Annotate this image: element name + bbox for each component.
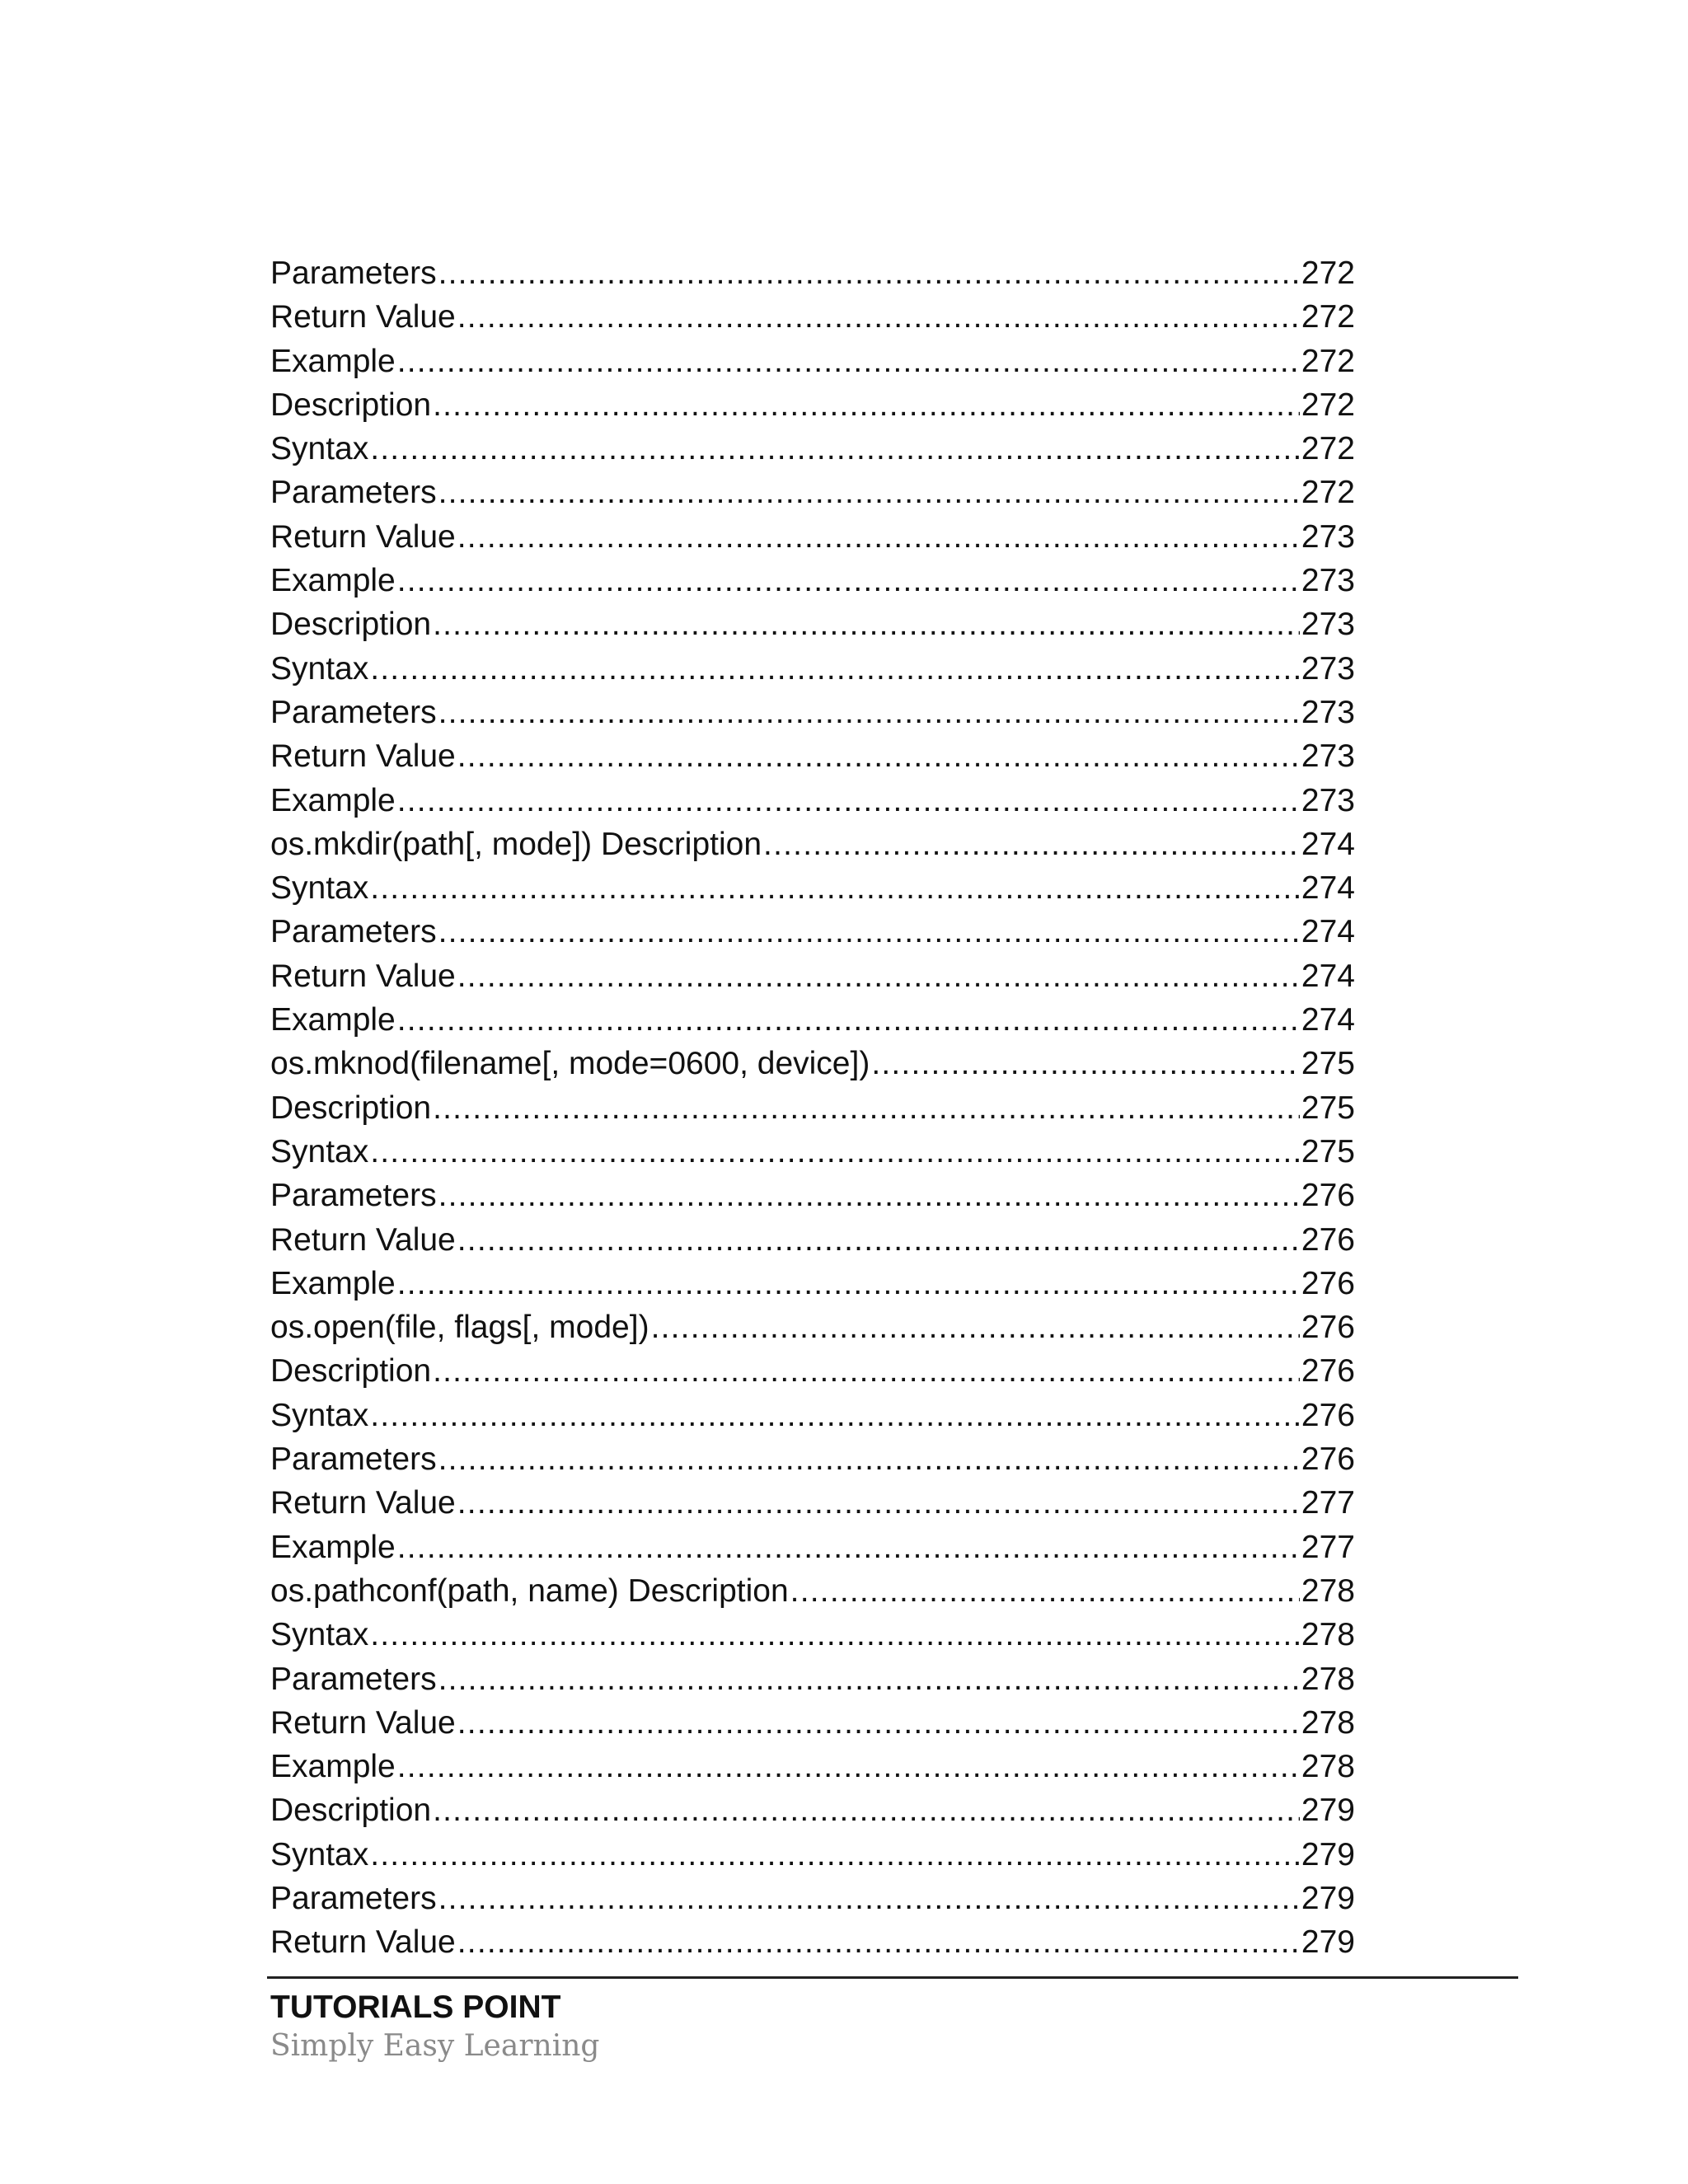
toc-entry-label: Return Value bbox=[270, 1704, 456, 1741]
toc-entry-label: Description bbox=[270, 1793, 432, 1829]
toc-entry-label: Syntax bbox=[270, 1133, 369, 1169]
toc-entry-page-number: 279 bbox=[1301, 1836, 1355, 1872]
toc-dot-leader bbox=[397, 1262, 1300, 1305]
toc-entry-page-number: 272 bbox=[1301, 475, 1355, 511]
toc-entry[interactable] bbox=[270, 1042, 1355, 1085]
toc-entry-page-number: 274 bbox=[1301, 958, 1355, 994]
toc-dot-leader bbox=[370, 1130, 1300, 1174]
toc-entry-page-number: 273 bbox=[1301, 738, 1355, 775]
toc-entry-label: Syntax bbox=[270, 1836, 369, 1872]
toc-entry[interactable] bbox=[270, 1613, 1355, 1657]
toc-dot-leader bbox=[438, 471, 1300, 514]
toc-entry[interactable] bbox=[270, 1569, 1355, 1613]
toc-entry[interactable] bbox=[270, 383, 1355, 427]
toc-entry-page-number: 279 bbox=[1301, 1880, 1355, 1916]
toc-entry-label: Return Value bbox=[270, 518, 456, 555]
toc-entry-label: Parameters bbox=[270, 1880, 437, 1916]
toc-entry-label: os.mkdir(path[, mode]) Description bbox=[270, 826, 762, 862]
toc-entry-label: Parameters bbox=[270, 475, 437, 511]
toc-entry-page-number: 273 bbox=[1301, 694, 1355, 730]
toc-entry-page-number: 278 bbox=[1301, 1617, 1355, 1653]
toc-entry-page-number: 276 bbox=[1301, 1353, 1355, 1390]
toc-dot-leader bbox=[397, 1526, 1300, 1569]
toc-entry-page-number: 276 bbox=[1301, 1310, 1355, 1346]
toc-entry-label: os.mknod(filename[, mode=0600, device]) bbox=[270, 1046, 870, 1082]
toc-entry[interactable] bbox=[270, 515, 1355, 559]
toc-entry-label: Return Value bbox=[270, 299, 456, 335]
toc-entry-label: Syntax bbox=[270, 1617, 369, 1653]
toc-entry-label: os.pathconf(path, name) Description bbox=[270, 1572, 789, 1609]
toc-entry-page-number: 274 bbox=[1301, 826, 1355, 862]
toc-entry[interactable] bbox=[270, 340, 1355, 383]
toc-entry-label: Example bbox=[270, 343, 396, 379]
toc-entry-page-number: 275 bbox=[1301, 1090, 1355, 1126]
toc-entry-label: Syntax bbox=[270, 650, 369, 687]
toc-entry-page-number: 278 bbox=[1301, 1704, 1355, 1741]
toc-entry[interactable] bbox=[270, 691, 1355, 734]
toc-entry-page-number: 279 bbox=[1301, 1924, 1355, 1961]
toc-entry-page-number: 278 bbox=[1301, 1661, 1355, 1697]
toc-entry-page-number: 278 bbox=[1301, 1572, 1355, 1609]
toc-dot-leader bbox=[370, 1833, 1300, 1877]
toc-dot-leader bbox=[433, 602, 1300, 646]
toc-entry-label: Return Value bbox=[270, 1221, 456, 1258]
toc-entry[interactable] bbox=[270, 1349, 1355, 1393]
toc-dot-leader bbox=[433, 1349, 1300, 1393]
toc-entry-label: Parameters bbox=[270, 1441, 437, 1478]
toc-entry[interactable] bbox=[270, 823, 1355, 866]
toc-entry-label: Example bbox=[270, 1749, 396, 1785]
toc-entry[interactable] bbox=[270, 1657, 1355, 1701]
toc-entry[interactable] bbox=[270, 1877, 1355, 1920]
footer-tagline: Simply Easy Learning bbox=[270, 2029, 600, 2063]
toc-entry-page-number: 279 bbox=[1301, 1793, 1355, 1829]
toc-entry-label: Example bbox=[270, 563, 396, 599]
toc-dot-leader bbox=[871, 1042, 1300, 1085]
toc-entry-page-number: 273 bbox=[1301, 650, 1355, 687]
toc-dot-leader bbox=[370, 1613, 1300, 1657]
footer-brand: TUTORIALS POINT bbox=[270, 1990, 561, 2025]
toc-entry-page-number: 276 bbox=[1301, 1397, 1355, 1433]
toc-entry[interactable] bbox=[270, 866, 1355, 910]
toc-dot-leader bbox=[457, 1218, 1300, 1262]
toc-entry-page-number: 272 bbox=[1301, 431, 1355, 467]
toc-dot-leader bbox=[438, 1657, 1300, 1701]
toc-dot-leader bbox=[370, 647, 1300, 691]
toc-dot-leader bbox=[397, 559, 1300, 602]
toc-entry-page-number: 272 bbox=[1301, 343, 1355, 379]
toc-entry-label: Syntax bbox=[270, 431, 369, 467]
toc-entry-page-number: 276 bbox=[1301, 1178, 1355, 1214]
toc-entry-label: Return Value bbox=[270, 1485, 456, 1521]
toc-dot-leader bbox=[438, 910, 1300, 954]
toc-entry-label: Example bbox=[270, 1529, 396, 1565]
toc-dot-leader bbox=[397, 340, 1300, 383]
toc-entry[interactable] bbox=[270, 1130, 1355, 1174]
toc-entry[interactable] bbox=[270, 251, 1355, 295]
toc-dot-leader bbox=[433, 1788, 1300, 1832]
toc-entry-page-number: 274 bbox=[1301, 914, 1355, 950]
toc-entry-label: Description bbox=[270, 607, 432, 643]
toc-dot-leader bbox=[457, 1481, 1300, 1525]
toc-dot-leader bbox=[433, 383, 1300, 427]
toc-dot-leader bbox=[457, 1920, 1300, 1964]
toc-entry[interactable] bbox=[270, 1086, 1355, 1130]
toc-entry[interactable] bbox=[270, 779, 1355, 823]
toc-dot-leader bbox=[370, 866, 1300, 910]
toc-entry-label: os.open(file, flags[, mode]) bbox=[270, 1310, 649, 1346]
toc-entry-page-number: 273 bbox=[1301, 607, 1355, 643]
toc-entry[interactable] bbox=[270, 954, 1355, 998]
toc-entry-page-number: 273 bbox=[1301, 782, 1355, 818]
toc-entry-page-number: 276 bbox=[1301, 1265, 1355, 1301]
toc-dot-leader bbox=[438, 251, 1300, 295]
toc-dot-leader bbox=[438, 1174, 1300, 1217]
footer-divider bbox=[267, 1976, 1518, 1979]
toc-dot-leader bbox=[370, 1394, 1300, 1437]
toc-dot-leader bbox=[457, 734, 1300, 778]
toc-entry-label: Return Value bbox=[270, 958, 456, 994]
toc-entry-label: Parameters bbox=[270, 914, 437, 950]
toc-entry-label: Parameters bbox=[270, 255, 437, 291]
toc-dot-leader bbox=[433, 1086, 1300, 1130]
toc-entry[interactable] bbox=[270, 1833, 1355, 1877]
toc-entry[interactable] bbox=[270, 1920, 1355, 1964]
toc-entry-page-number: 272 bbox=[1301, 387, 1355, 423]
toc-dot-leader bbox=[438, 1877, 1300, 1920]
toc-entry-page-number: 274 bbox=[1301, 1002, 1355, 1038]
toc-entry[interactable] bbox=[270, 1305, 1355, 1349]
toc-entry-label: Example bbox=[270, 1002, 396, 1038]
toc-entry[interactable] bbox=[270, 1174, 1355, 1217]
toc-entry[interactable] bbox=[270, 1788, 1355, 1832]
toc-entry-page-number: 272 bbox=[1301, 299, 1355, 335]
toc-entry-page-number: 274 bbox=[1301, 870, 1355, 907]
toc-entry[interactable] bbox=[270, 295, 1355, 339]
toc-entry-label: Parameters bbox=[270, 1178, 437, 1214]
toc-dot-leader bbox=[457, 295, 1300, 339]
toc-dot-leader bbox=[397, 1745, 1300, 1788]
toc-entry[interactable] bbox=[270, 1526, 1355, 1569]
toc-entry-label: Example bbox=[270, 1265, 396, 1301]
toc-entry-label: Return Value bbox=[270, 738, 456, 775]
toc-entry-page-number: 275 bbox=[1301, 1046, 1355, 1082]
toc-dot-leader bbox=[397, 998, 1300, 1042]
toc-entry[interactable] bbox=[270, 427, 1355, 471]
toc-dot-leader bbox=[370, 427, 1300, 471]
toc-entry[interactable] bbox=[270, 559, 1355, 602]
toc-entry-page-number: 277 bbox=[1301, 1529, 1355, 1565]
toc-entry-label: Parameters bbox=[270, 1661, 437, 1697]
toc-entry[interactable] bbox=[270, 1745, 1355, 1788]
toc-entry-label: Syntax bbox=[270, 870, 369, 907]
toc-entry-label: Syntax bbox=[270, 1397, 369, 1433]
toc-entry[interactable] bbox=[270, 734, 1355, 778]
toc-dot-leader bbox=[651, 1305, 1300, 1349]
table-of-contents bbox=[270, 251, 1355, 1965]
toc-entry[interactable] bbox=[270, 1481, 1355, 1525]
toc-dot-leader bbox=[438, 691, 1300, 734]
toc-entry-page-number: 273 bbox=[1301, 518, 1355, 555]
toc-entry[interactable] bbox=[270, 1218, 1355, 1262]
toc-entry-label: Example bbox=[270, 782, 396, 818]
toc-entry[interactable] bbox=[270, 1262, 1355, 1305]
toc-entry[interactable] bbox=[270, 1394, 1355, 1437]
toc-entry-page-number: 276 bbox=[1301, 1221, 1355, 1258]
toc-dot-leader bbox=[790, 1569, 1300, 1613]
toc-entry-label: Description bbox=[270, 387, 432, 423]
toc-dot-leader bbox=[457, 515, 1300, 559]
toc-dot-leader bbox=[763, 823, 1300, 866]
toc-dot-leader bbox=[397, 779, 1300, 823]
toc-entry[interactable] bbox=[270, 1437, 1355, 1481]
toc-entry[interactable] bbox=[270, 647, 1355, 691]
toc-dot-leader bbox=[457, 1701, 1300, 1745]
toc-dot-leader bbox=[457, 954, 1300, 998]
toc-entry-page-number: 276 bbox=[1301, 1441, 1355, 1478]
toc-entry-page-number: 273 bbox=[1301, 563, 1355, 599]
toc-entry-label: Return Value bbox=[270, 1924, 456, 1961]
toc-entry-page-number: 277 bbox=[1301, 1485, 1355, 1521]
toc-entry[interactable] bbox=[270, 602, 1355, 646]
toc-entry-label: Description bbox=[270, 1353, 432, 1390]
toc-entry-page-number: 272 bbox=[1301, 255, 1355, 291]
toc-entry-page-number: 275 bbox=[1301, 1133, 1355, 1169]
toc-entry-label: Description bbox=[270, 1090, 432, 1126]
toc-entry[interactable] bbox=[270, 1701, 1355, 1745]
toc-entry[interactable] bbox=[270, 910, 1355, 954]
toc-dot-leader bbox=[438, 1437, 1300, 1481]
toc-entry-page-number: 278 bbox=[1301, 1749, 1355, 1785]
toc-entry-label: Parameters bbox=[270, 694, 437, 730]
toc-entry[interactable] bbox=[270, 471, 1355, 514]
toc-entry[interactable] bbox=[270, 998, 1355, 1042]
